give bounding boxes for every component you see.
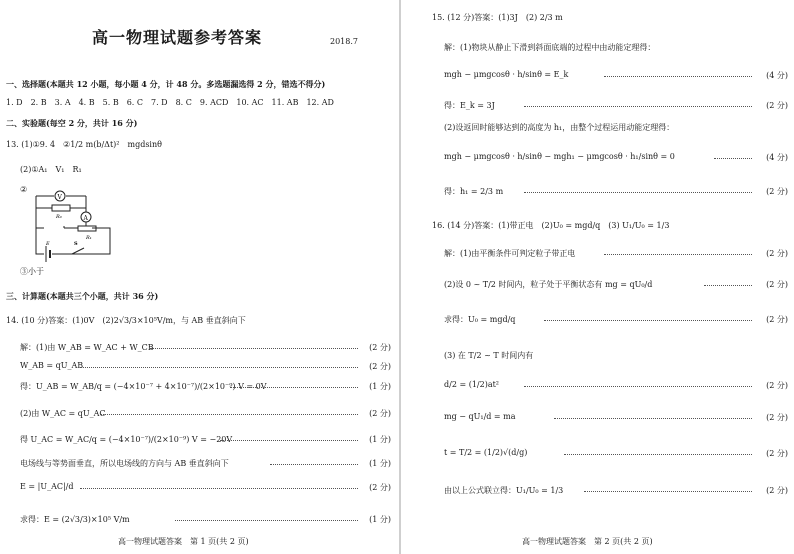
- solution-step: [0, 458, 397, 470]
- step-score: (2 分): [766, 315, 788, 324]
- leader-dots: [150, 348, 358, 349]
- step-score: (2 分): [766, 187, 788, 196]
- solution-step: [404, 412, 794, 424]
- page-2: [404, 0, 794, 554]
- leader-dots: [80, 367, 358, 368]
- leader-dots: [230, 387, 358, 388]
- step-text: 求得：U₀ = mgd/q: [444, 315, 516, 324]
- page-1-footer: 高一物理试题答案 第 1 页(共 2 页): [118, 537, 249, 546]
- step-score: (2 分): [766, 449, 788, 458]
- solution-step: [0, 434, 397, 446]
- step-text: 得：h₁ = 2/3 m: [444, 187, 504, 196]
- q13-b-over-dt: b/Δt: [96, 140, 114, 149]
- step-text: 求得：E = (2√3/3)×10⁵ V/m: [20, 515, 130, 524]
- solution-step: [404, 248, 794, 260]
- q16-answer: 16. (14 分)答案：(1)带正电 (2)U₀ = mgd/q (3) U₁/U₀ = 1/3: [432, 221, 670, 230]
- solution-step: [404, 485, 794, 497]
- voltmeter-label: V: [57, 194, 62, 201]
- step-score: (1 分): [369, 515, 391, 524]
- exam-date: 2018.7: [330, 37, 358, 46]
- step-text: mg − qU₁/d = ma: [444, 412, 516, 421]
- step-text: 电场线与等势面垂直，所以电场线的方向与 AB 垂直斜向下: [20, 459, 229, 468]
- step-text: E = |U_AC|/d: [20, 482, 74, 491]
- solution-step: [404, 70, 794, 82]
- step-text: mgh − μmgcosθ · h/sinθ − mgh₁ − μmgcosθ · h₁/sinθ = 0: [444, 152, 675, 161]
- leader-dots: [544, 320, 752, 321]
- step-text: 得：E_k = 3J: [444, 101, 495, 110]
- q13-part1: [6, 141, 162, 149]
- step-score: (2 分): [766, 413, 788, 422]
- solution-step: [0, 381, 397, 393]
- solution-step: [0, 361, 397, 373]
- step-score: (2 分): [766, 101, 788, 110]
- leader-dots: [584, 491, 752, 492]
- step-score: (4 分): [766, 71, 788, 80]
- step-text: mgh − μmgcosθ · h/sinθ = E_k: [444, 70, 569, 79]
- solution-step: [404, 279, 794, 291]
- q16-part3-intro: (3) 在 T/2 ~ T 时间内有: [444, 351, 534, 360]
- leader-dots: [100, 414, 358, 415]
- step-score: (2 分): [369, 362, 391, 371]
- leader-dots: [604, 76, 752, 77]
- step-score: (2 分): [369, 409, 391, 418]
- step-text: W_AB = qU_AB: [20, 361, 84, 370]
- leader-dots: [524, 386, 752, 387]
- q13-part3: ③小于: [20, 267, 44, 276]
- q13-line1-text: 13. (1)①9. 4 ②: [6, 140, 71, 149]
- step-text: (2)设 0 ~ T/2 时间内，粒子处于平衡状态有 mg = qU₀/d: [444, 280, 653, 289]
- step-score: (2 分): [369, 343, 391, 352]
- step-score: (4 分): [766, 153, 788, 162]
- leader-dots: [524, 106, 752, 107]
- solution-step: [0, 514, 397, 526]
- q14-answer: [6, 317, 246, 325]
- step-score: (2 分): [766, 381, 788, 390]
- step-score: (1 分): [369, 382, 391, 391]
- leader-dots: [175, 520, 358, 521]
- step-text: 得：U_AB = W_AB/q = (−4×10⁻⁷ + 4×10⁻⁷)/(2×10⁻⁹) V = 0V: [20, 382, 267, 391]
- solution-step: [404, 100, 794, 112]
- solution-step: [404, 152, 794, 164]
- r0-label: R₀: [56, 214, 62, 220]
- leader-dots: [714, 158, 752, 159]
- q15-answer: 15. (12 分)答案：(1)3J (2) 2/3 m: [432, 13, 563, 22]
- q13-tail: )² mgdsinθ: [113, 140, 162, 149]
- step-text: d/2 = (1/2)at²: [444, 380, 500, 389]
- q14-head-frac: 2√3/3: [113, 316, 137, 325]
- q13-circuit-label: ②: [20, 185, 28, 194]
- solution-step: [0, 342, 397, 354]
- q13-half: 1/2: [70, 140, 84, 149]
- step-score: (2 分): [766, 249, 788, 258]
- ammeter-label: A: [83, 215, 88, 222]
- switch-label: S: [74, 241, 78, 247]
- step-text: t = T/2 = (1/2)√(d/g): [444, 448, 528, 457]
- page-2-footer: 高一物理试题答案 第 2 页(共 2 页): [522, 537, 653, 546]
- leader-dots: [80, 488, 358, 489]
- solution-step: [404, 380, 794, 392]
- leader-dots: [704, 285, 752, 286]
- step-text: 解：(1)由平衡条件可判定粒子带正电: [444, 249, 576, 258]
- step-score: (1 分): [369, 459, 391, 468]
- solution-step: [0, 482, 397, 494]
- q13-m: m(: [85, 140, 97, 149]
- q14-head-a: 14. (10 分)答案：(1)0V (2): [6, 316, 114, 325]
- solution-step: [404, 314, 794, 326]
- section-3-heading: 三、计算题(本题共三个小题，共计 36 分): [6, 291, 159, 301]
- page-title: 高一物理试题参考答案: [92, 28, 263, 47]
- q15-solution-intro: 解：(1)物块从静止下滑到斜面底端的过程中由动能定理得：: [444, 43, 656, 52]
- step-score: (2 分): [766, 486, 788, 495]
- leader-dots: [270, 464, 358, 465]
- q13-part2: (2)①A₁ V₁ R₁: [20, 165, 82, 174]
- leader-dots: [220, 440, 358, 441]
- battery-label: E: [46, 241, 50, 247]
- solution-step: [404, 448, 794, 460]
- step-score: (2 分): [766, 280, 788, 289]
- choice-answers: 1. D 2. B 3. A 4. B 5. B 6. C 7. D 8. C 9. ACD 10. AC 11. AB 12. AD: [6, 98, 334, 107]
- step-text: 由以上公式联立得：U₁/U₀ = 1/3: [444, 486, 564, 495]
- circuit-diagram: [24, 182, 120, 262]
- leader-dots: [564, 454, 752, 455]
- solution-step: [0, 408, 397, 420]
- q15-part2-intro: (2)设返回时能够达到的高度为 h₁，由整个过程运用动能定理得：: [444, 123, 675, 132]
- leader-dots: [604, 254, 752, 255]
- step-text: (2)由 W_AC = qU_AC: [20, 409, 106, 418]
- step-text: 得 U_AC = W_AC/q = (−4×10⁻⁷)/(2×10⁻⁹) V = −20V: [20, 435, 233, 444]
- solution-step: [404, 186, 794, 198]
- leader-dots: [524, 192, 752, 193]
- page-divider: [399, 0, 401, 554]
- leader-dots: [554, 418, 752, 419]
- q14-head-b: ×10⁵V/m，与 AB 垂直斜向下: [136, 316, 246, 325]
- r1-label: R₁: [86, 235, 92, 241]
- step-text: 解：(1)由 W_AB = W_AC + W_CB: [20, 343, 154, 352]
- section-2-heading: 二、实验题(每空 2 分，共计 16 分): [6, 118, 138, 128]
- step-score: (2 分): [369, 483, 391, 492]
- step-score: (1 分): [369, 435, 391, 444]
- section-1-heading: 一、选择题(本题共 12 小题，每小题 4 分，计 48 分。多选题漏选得 2 分，错选不得分): [6, 79, 326, 89]
